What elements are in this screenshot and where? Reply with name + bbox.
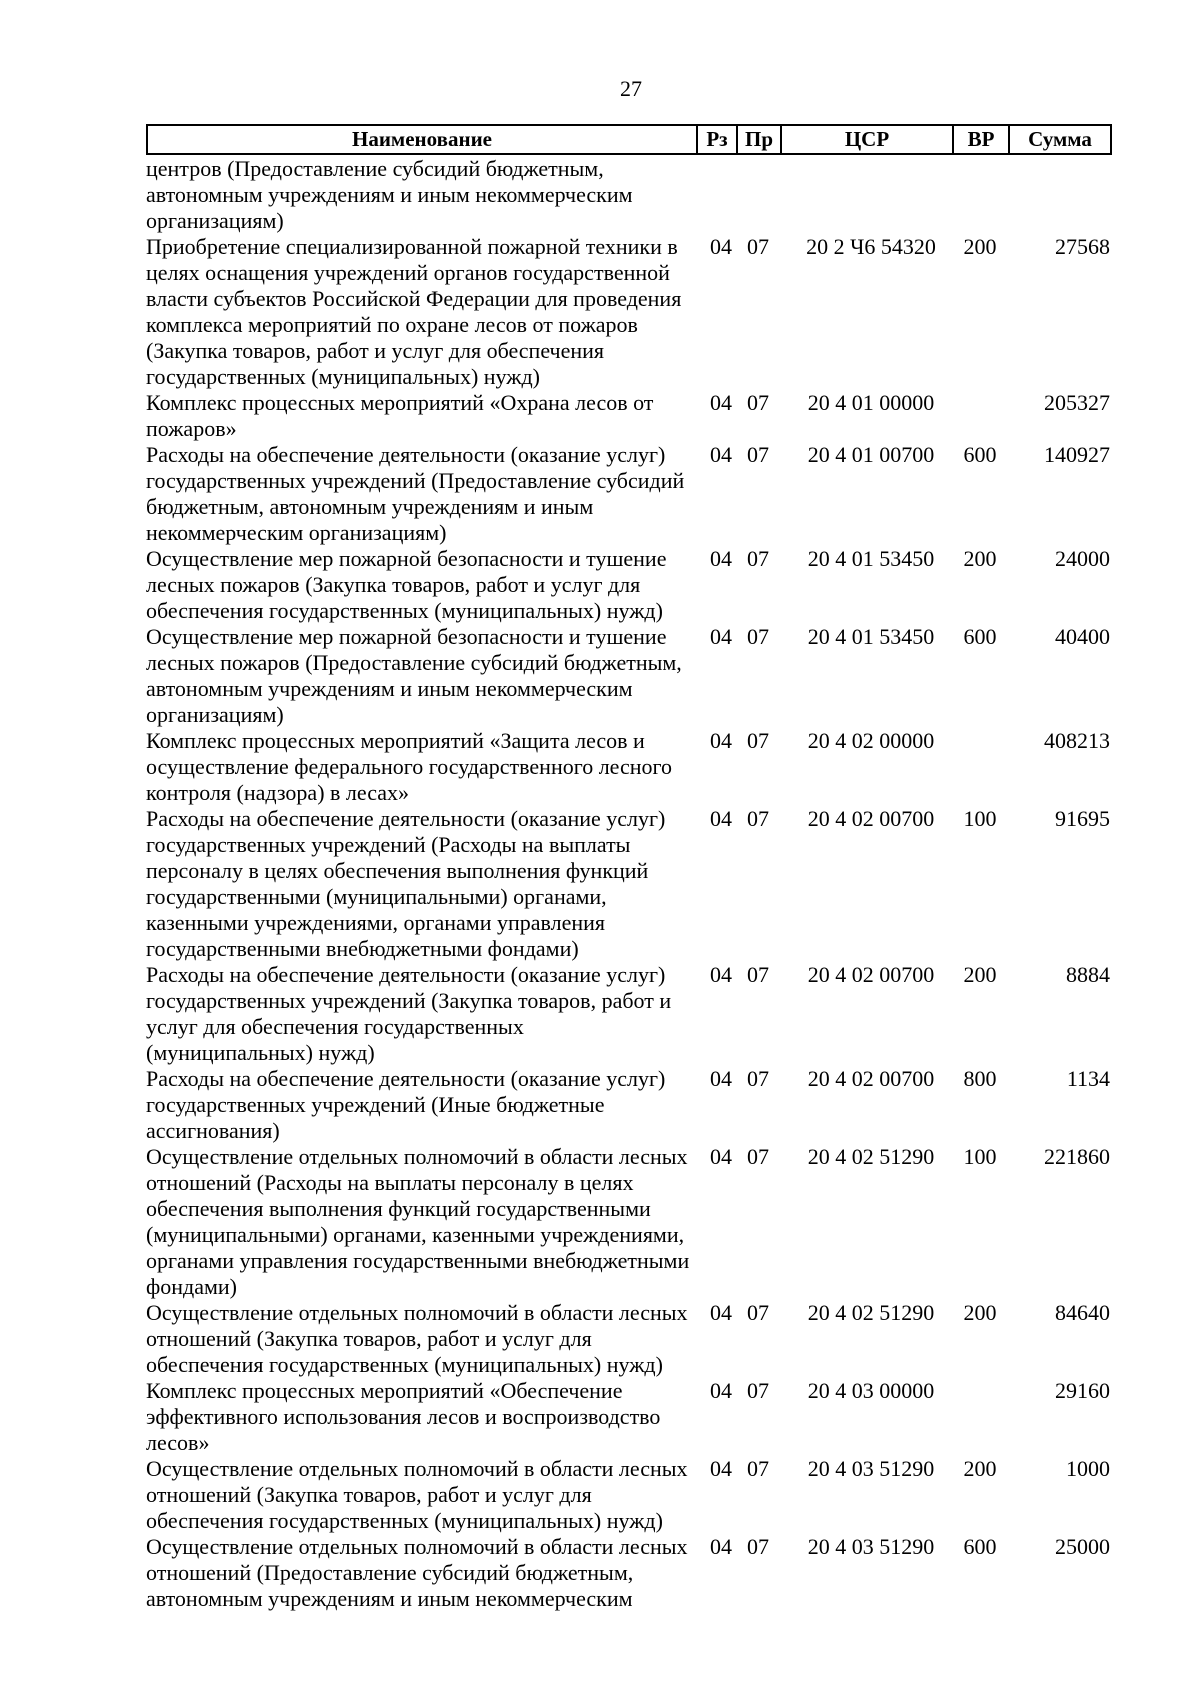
name-cell: Комплекс процессных мероприятий «Охрана лесов от пожаров» bbox=[146, 390, 654, 441]
sum-cell: 221860 bbox=[1044, 1144, 1110, 1169]
vr-cell bbox=[952, 155, 1008, 234]
table-row bbox=[146, 1456, 1112, 1534]
pr-cell: 07 bbox=[747, 1534, 769, 1559]
rz-cell: 04 bbox=[710, 442, 732, 467]
sum-cell: 84640 bbox=[1055, 1300, 1110, 1325]
sum-cell: 8884 bbox=[1066, 962, 1110, 987]
table-row bbox=[146, 1534, 1112, 1612]
vr-cell: 800 bbox=[963, 1066, 997, 1091]
header-rz: Рз bbox=[696, 124, 736, 155]
vr-cell: 200 bbox=[963, 962, 997, 987]
page-number: 27 bbox=[620, 76, 642, 101]
csr-cell: 20 4 02 51290 bbox=[807, 1300, 935, 1325]
table-row bbox=[146, 1066, 1112, 1144]
rz-cell: 04 bbox=[710, 962, 732, 987]
sum-cell: 40400 bbox=[1055, 624, 1110, 649]
pr-cell: 07 bbox=[747, 546, 769, 571]
header-csr: ЦСР bbox=[780, 124, 952, 155]
table-row bbox=[146, 728, 1112, 806]
csr-cell: 20 4 01 53450 bbox=[807, 624, 935, 649]
csr-cell: 20 4 01 00700 bbox=[807, 442, 935, 467]
table-row bbox=[146, 1144, 1112, 1300]
vr-cell: 100 bbox=[963, 1144, 997, 1169]
table-header bbox=[146, 124, 1112, 155]
csr-cell: 20 4 01 00000 bbox=[807, 390, 935, 415]
csr-cell: 20 2 Ч6 54320 bbox=[806, 234, 936, 259]
pr-cell: 07 bbox=[747, 1144, 769, 1169]
table-body bbox=[146, 155, 1112, 1612]
vr-cell: 600 bbox=[963, 1534, 997, 1559]
rz-cell: 04 bbox=[710, 1144, 732, 1169]
csr-cell: 20 4 02 00700 bbox=[807, 1066, 935, 1091]
name-cell: Осуществление отдельных полномочий в области лесных отношений (Закупка товаров, работ и услуг для обеспечения государственных (муниципальных) нужд) bbox=[146, 1300, 688, 1377]
pr-cell: 07 bbox=[747, 728, 769, 753]
pr-cell: 07 bbox=[747, 1456, 769, 1481]
name-cell: Расходы на обеспечение деятельности (оказание услуг) государственных учреждений (Иные бюджетные ассигнования) bbox=[146, 1066, 666, 1143]
pr-cell: 07 bbox=[747, 1300, 769, 1325]
name-cell: Комплекс процессных мероприятий «Защита лесов и осуществление федерального государственного лесного контроля (надзора) в лесах» bbox=[146, 728, 673, 805]
csr-cell: 20 4 01 53450 bbox=[807, 546, 935, 571]
name-cell: Осуществление мер пожарной безопасности и тушение лесных пожаров (Закупка товаров, работ и услуг для обеспечения государственных (муниципальных) нужд) bbox=[146, 546, 667, 623]
name-cell: Осуществление мер пожарной безопасности и тушение лесных пожаров (Предоставление субсидий бюджетным, автономным учреждениям и иным некоммерческим организациям) bbox=[146, 624, 682, 727]
csr-cell: 20 4 03 51290 bbox=[807, 1456, 935, 1481]
sum-cell: 1134 bbox=[1066, 1066, 1110, 1091]
csr-cell bbox=[780, 155, 952, 234]
pr-cell: 07 bbox=[747, 1378, 769, 1403]
rz-cell: 04 bbox=[710, 728, 732, 753]
vr-cell: 600 bbox=[963, 624, 997, 649]
table-row bbox=[146, 546, 1112, 624]
name-cell: центров (Предоставление субсидий бюджетным, автономным учреждениям и иным некоммерческим организациям) bbox=[146, 156, 633, 233]
header-sum: Сумма bbox=[1008, 124, 1112, 155]
csr-cell: 20 4 02 51290 bbox=[807, 1144, 935, 1169]
vr-cell: 200 bbox=[963, 1456, 997, 1481]
sum-cell: 29160 bbox=[1055, 1378, 1110, 1403]
table-row bbox=[146, 962, 1112, 1066]
table-row bbox=[146, 624, 1112, 728]
header-name: Наименование bbox=[146, 124, 696, 155]
sum-cell: 25000 bbox=[1055, 1534, 1110, 1559]
name-cell: Осуществление отдельных полномочий в области лесных отношений (Расходы на выплаты персоналу в целях обеспечения выполнения функций государственными (муниципальными) органами, казенными учреждениями, органами управления государственными внебюджетными фондами) bbox=[146, 1144, 690, 1299]
name-cell: Расходы на обеспечение деятельности (оказание услуг) государственных учреждений (Расходы на выплаты персоналу в целях обеспечения выполнения функций государственными (муниципальными) органами, казенными учреждениями, органами управления государственными внебюджетными фондами) bbox=[146, 806, 666, 961]
name-cell: Осуществление отдельных полномочий в области лесных отношений (Закупка товаров, работ и услуг для обеспечения государственных (муниципальных) нужд) bbox=[146, 1456, 688, 1533]
name-cell: Приобретение специализированной пожарной техники в целях оснащения учреждений органов государственной власти субъектов Российской Федерации для проведения комплекса мероприятий по охране лесов от пожаров (Закупка товаров, работ и услуг для обеспечения государственных (муниципальных) нужд) bbox=[146, 234, 682, 389]
vr-cell bbox=[952, 728, 1008, 806]
vr-cell bbox=[952, 390, 1008, 442]
pr-cell: 07 bbox=[747, 962, 769, 987]
name-cell: Осуществление отдельных полномочий в области лесных отношений (Предоставление субсидий бюджетным, автономным учреждениям и иным некоммерческим bbox=[146, 1534, 688, 1611]
rz-cell: 04 bbox=[710, 806, 732, 831]
vr-cell bbox=[952, 1378, 1008, 1456]
vr-cell: 100 bbox=[963, 806, 997, 831]
header-vr: ВР bbox=[952, 124, 1008, 155]
pr-cell: 07 bbox=[747, 1066, 769, 1091]
pr-cell: 07 bbox=[747, 390, 769, 415]
rz-cell: 04 bbox=[710, 546, 732, 571]
csr-cell: 20 4 02 00700 bbox=[807, 806, 935, 831]
vr-cell: 200 bbox=[963, 1300, 997, 1325]
sum-cell: 205327 bbox=[1044, 390, 1110, 415]
sum-cell: 91695 bbox=[1055, 806, 1110, 831]
table-row bbox=[146, 1378, 1112, 1456]
csr-cell: 20 4 02 00000 bbox=[807, 728, 935, 753]
rz-cell: 04 bbox=[710, 1534, 732, 1559]
header-row bbox=[146, 124, 1112, 155]
csr-cell: 20 4 03 51290 bbox=[807, 1534, 935, 1559]
pr-cell: 07 bbox=[747, 806, 769, 831]
rz-cell: 04 bbox=[710, 234, 732, 259]
rz-cell: 04 bbox=[710, 1066, 732, 1091]
csr-cell: 20 4 03 00000 bbox=[807, 1378, 935, 1403]
rz-cell: 04 bbox=[710, 1378, 732, 1403]
rz-cell: 04 bbox=[710, 1300, 732, 1325]
name-cell: Расходы на обеспечение деятельности (оказание услуг) государственных учреждений (Закупка товаров, работ и услуг для обеспечения государственных (муниципальных) нужд) bbox=[146, 962, 672, 1065]
table-row bbox=[146, 234, 1112, 390]
table-row bbox=[146, 1300, 1112, 1378]
sum-cell: 27568 bbox=[1055, 234, 1110, 259]
pr-cell bbox=[736, 155, 780, 234]
name-cell: Расходы на обеспечение деятельности (оказание услуг) государственных учреждений (Предоставление субсидий бюджетным, автономным учреждениям и иным некоммерческим организациям) bbox=[146, 442, 685, 545]
pr-cell: 07 bbox=[747, 234, 769, 259]
sum-cell: 24000 bbox=[1055, 546, 1110, 571]
table-row bbox=[146, 806, 1112, 962]
vr-cell: 200 bbox=[963, 546, 997, 571]
rz-cell bbox=[696, 155, 736, 234]
vr-cell: 600 bbox=[963, 442, 997, 467]
rz-cell: 04 bbox=[710, 624, 732, 649]
table-row bbox=[146, 390, 1112, 442]
sum-cell bbox=[1008, 155, 1112, 234]
sum-cell: 408213 bbox=[1044, 728, 1110, 753]
table-row bbox=[146, 155, 1112, 234]
rz-cell: 04 bbox=[710, 1456, 732, 1481]
sum-cell: 140927 bbox=[1044, 442, 1110, 467]
csr-cell: 20 4 02 00700 bbox=[807, 962, 935, 987]
pr-cell: 07 bbox=[747, 442, 769, 467]
name-cell: Комплекс процессных мероприятий «Обеспечение эффективного использования лесов и воспроизводство лесов» bbox=[146, 1378, 661, 1455]
pr-cell: 07 bbox=[747, 624, 769, 649]
sum-cell: 1000 bbox=[1066, 1456, 1110, 1481]
table-row bbox=[146, 442, 1112, 546]
rz-cell: 04 bbox=[710, 390, 732, 415]
budget-table bbox=[146, 124, 1112, 1612]
vr-cell: 200 bbox=[963, 234, 997, 259]
header-pr: Пр bbox=[736, 124, 780, 155]
